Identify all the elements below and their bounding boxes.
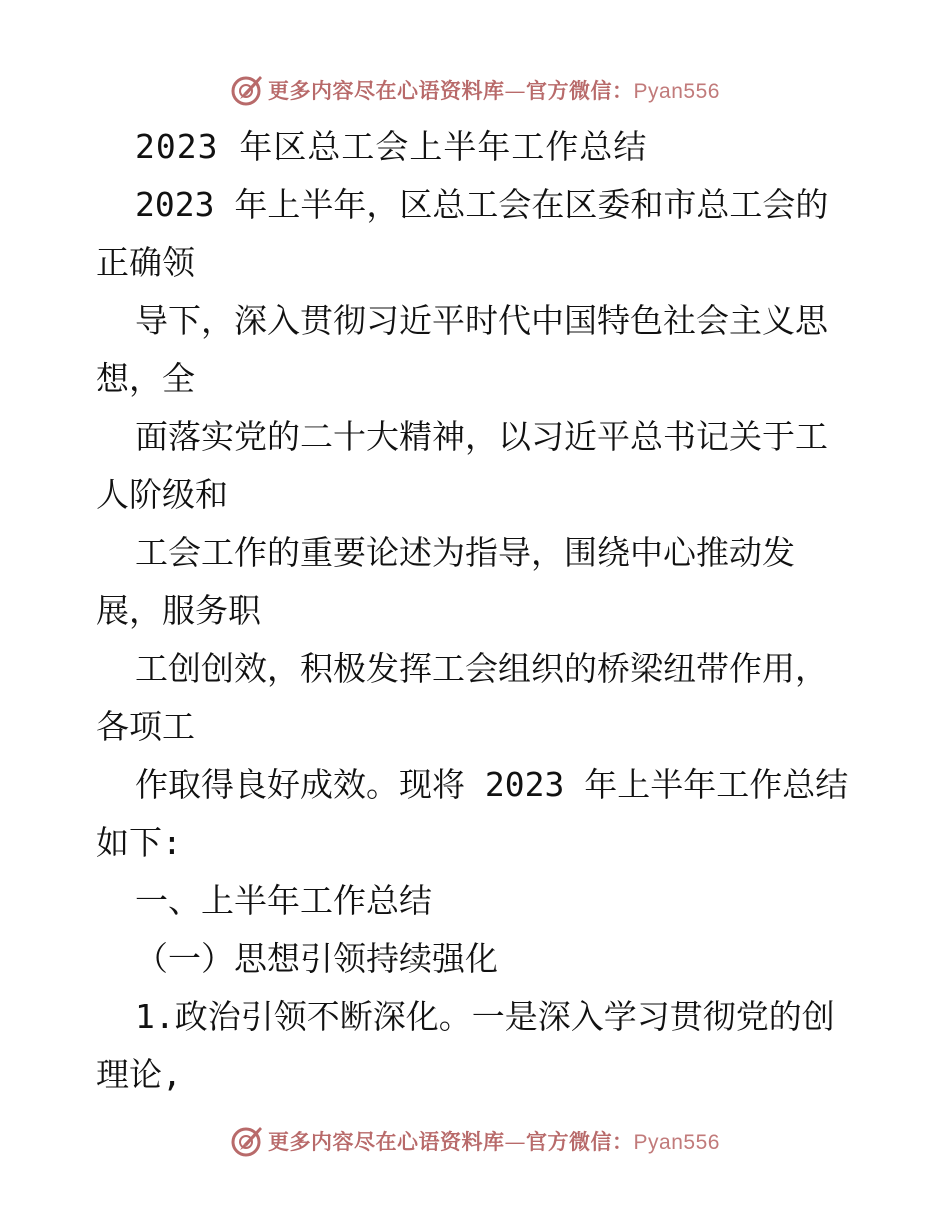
paragraph-line: 工会工作的重要论述为指导，围绕中心推动发 [135,533,795,572]
watermark-promo: 更多内容尽在心语资料库 [268,1129,505,1154]
watermark-text [268,1126,720,1156]
watermark-promo: 更多内容尽在心语资料库 [268,78,505,103]
watermark-text [268,75,720,105]
paragraph-line: 人阶级和 [96,475,228,514]
watermark-separator: — [504,79,527,103]
paragraph-line: 面落实党的二十大精神，以习近平总书记关于工 [135,417,828,456]
header-watermark-banner [0,70,950,110]
paragraph-line: 正确领 [96,243,195,282]
paragraph-line: 理论, [96,1055,182,1094]
paragraph-line: 各项工 [96,707,195,746]
watermark-wechat-label: 官方微信： [526,78,634,103]
document-title: 2023 年区总工会上半年工作总结 [135,127,648,166]
paragraph-line: 想，全 [96,359,195,398]
quill-pen-logo-icon [230,1124,264,1158]
section-heading: 一、上半年工作总结 [135,881,432,920]
watermark-wechat-id: Pyan556 [633,1131,720,1154]
subsection-heading: （一）思想引领持续强化 [135,939,498,978]
paragraph-line: 作取得良好成效。现将 2023 年上半年工作总结 [135,765,849,804]
footer-watermark-banner [0,1121,950,1161]
document-body [96,118,856,1104]
paragraph-line: 如下: [96,823,182,862]
watermark-wechat-id: Pyan556 [633,80,720,103]
paragraph-line: 1.政治引领不断深化。一是深入学习贯彻党的创 [135,997,835,1036]
watermark-wechat-label: 官方微信： [526,1129,634,1154]
paragraph-line: 工创创效，积极发挥工会组织的桥梁纽带作用， [135,649,828,688]
watermark-separator: — [504,1130,527,1154]
paragraph-line: 2023 年上半年，区总工会在区委和市总工会的 [135,185,829,224]
paragraph-line: 展，服务职 [96,591,261,630]
quill-pen-logo-icon [230,73,264,107]
paragraph-line: 导下，深入贯彻习近平时代中国特色社会主义思 [135,301,828,340]
